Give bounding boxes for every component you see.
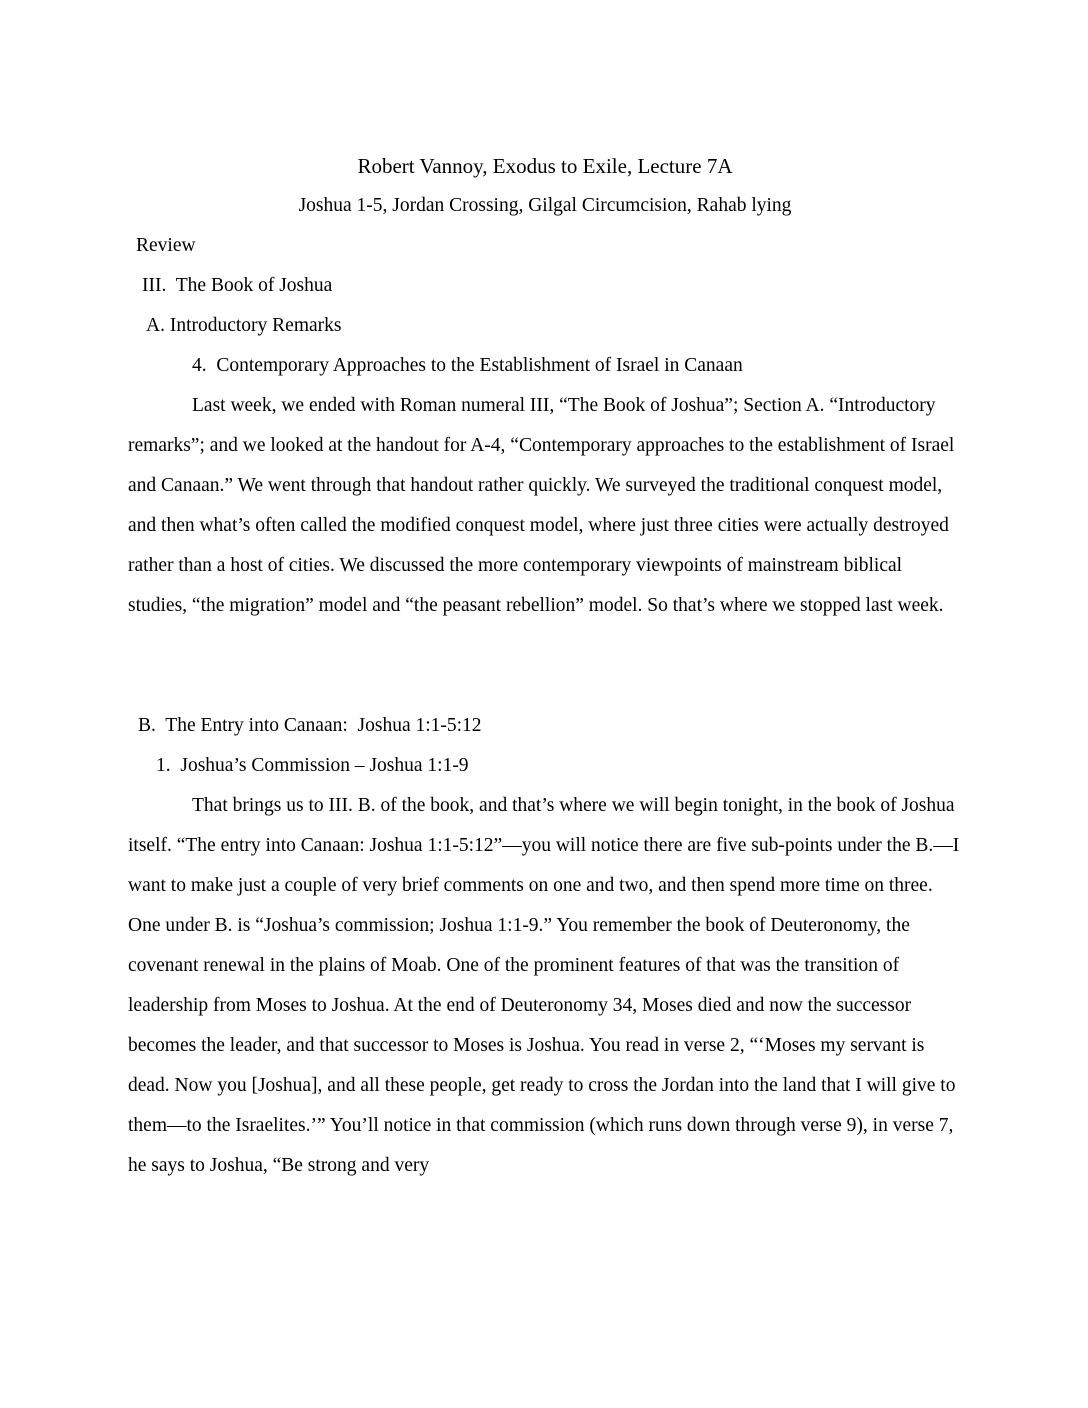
document-title: Robert Vannoy, Exodus to Exile, Lecture 7A: [357, 154, 733, 178]
heading-book-of-joshua: III. The Book of Joshua: [142, 275, 333, 296]
paragraph-last-week-review: Last week, we ended with Roman numeral III, “The Book of Joshua”; Section A. “Introductory remarks”; and we looked at the handout for A-4, “Contemporary approaches to the establishment of Israel and Canaan.” We went through that handout rather quickly. We surveyed the traditional conquest model, and then what’s often called the modified conquest model, where just three cities were actually destroyed rather than a host of cities. We discussed the more contemporary viewpoints of mainstream biblical studies, “the migration” model and “the peasant rebellion” model. So that’s where we stopped last week.: [128, 395, 955, 616]
heading-introductory-remarks: A. Introductory Remarks: [146, 315, 342, 336]
heading-review: Review: [136, 235, 196, 256]
section-spacer: [128, 626, 962, 706]
document-subtitle: Joshua 1-5, Jordan Crossing, Gilgal Circumcision, Rahab lying: [298, 195, 792, 216]
heading-entry-into-canaan: B. The Entry into Canaan: Joshua 1:1-5:12: [138, 715, 482, 736]
paragraph-joshuas-commission: That brings us to III. B. of the book, and that’s where we will begin tonight, in the book of Joshua itself. “The entry into Canaan: Joshua 1:1-5:12”—you will notice there are five sub-points under the B.—I want to make just a couple of very brief comments on one and two, and then spend more time on three. One under B. is “Joshua’s commission; Joshua 1:1-9.” You remember the book of Deuteronomy, the covenant renewal in the plains of Moab. One of the prominent features of that was the transition of leadership from Moses to Joshua. At the end of Deuteronomy 34, Moses died and now the successor becomes the leader, and that successor to Moses is Joshua. You read in verse 2, “‘Moses my servant is dead. Now you [Joshua], and all these people, get ready to cross the Jordan into the land that I will give to them—to the Israelites.’” You’ll notice in that commission (which runs down through verse 9), in verse 7, he says to Joshua, “Be strong and very: [128, 795, 960, 1176]
heading-joshuas-commission: 1. Joshua’s Commission – Joshua 1:1-9: [156, 755, 469, 776]
heading-contemporary-approaches: 4. Contemporary Approaches to the Establishment of Israel in Canaan: [192, 355, 743, 376]
